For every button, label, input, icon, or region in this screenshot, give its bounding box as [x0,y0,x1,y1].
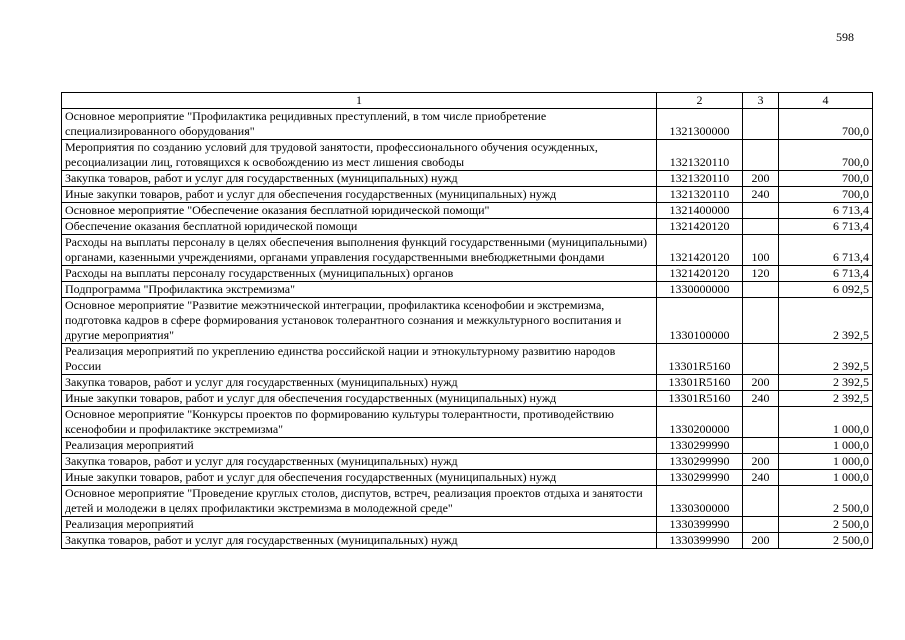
row-vr-cell: 200 [743,454,779,470]
row-vr-cell [743,407,779,438]
row-sum-cell: 2 392,5 [779,344,873,375]
row-sum-cell: 6 092,5 [779,282,873,298]
row-name-cell: Расходы на выплаты персоналу государственных (муниципальных) органов [62,266,657,282]
row-sum-cell: 700,0 [779,187,873,203]
row-name-cell: Основное мероприятие "Конкурсы проектов по формированию культуры толерантности, противодействию ксенофобии и профилактике экстремизма" [62,407,657,438]
table-row [62,266,873,282]
row-name-cell: Основное мероприятие "Проведение круглых столов, диспутов, встреч, реализация проектов отдыха и занятости детей и молодежи в целях профилактики экстремизма в молодежной среде" [62,486,657,517]
row-vr-cell: 240 [743,391,779,407]
row-vr-cell: 120 [743,266,779,282]
row-sum-cell: 700,0 [779,171,873,187]
row-sum-cell: 1 000,0 [779,470,873,486]
row-name-cell: Закупка товаров, работ и услуг для государственных (муниципальных) нужд [62,375,657,391]
row-sum-cell: 2 392,5 [779,375,873,391]
row-vr-cell [743,344,779,375]
table-row [62,391,873,407]
row-name-cell: Закупка товаров, работ и услуг для государственных (муниципальных) нужд [62,454,657,470]
row-vr-cell: 200 [743,375,779,391]
row-sum-cell: 1 000,0 [779,454,873,470]
row-code-cell: 1321420120 [657,219,743,235]
row-code-cell: 13301R5160 [657,344,743,375]
row-vr-cell: 240 [743,470,779,486]
table-row [62,140,873,171]
row-code-cell: 1330299990 [657,470,743,486]
row-code-cell: 13301R5160 [657,391,743,407]
row-vr-cell [743,219,779,235]
table-row [62,470,873,486]
table-row [62,109,873,140]
page-number: 598 [836,30,854,44]
row-code-cell: 13301R5160 [657,375,743,391]
row-code-cell: 1321420120 [657,266,743,282]
row-code-cell: 1330399990 [657,517,743,533]
row-vr-cell: 200 [743,533,779,549]
table-row [62,438,873,454]
table-row [62,282,873,298]
row-sum-cell: 6 713,4 [779,266,873,282]
row-name-cell: Иные закупки товаров, работ и услуг для обеспечения государственных (муниципальных) нужд [62,187,657,203]
row-vr-cell [743,298,779,344]
row-code-cell: 1330000000 [657,282,743,298]
row-name-cell: Закупка товаров, работ и услуг для государственных (муниципальных) нужд [62,533,657,549]
row-name-cell: Подпрограмма "Профилактика экстремизма" [62,282,657,298]
row-vr-cell: 100 [743,235,779,266]
row-code-cell: 1330200000 [657,407,743,438]
row-code-cell: 1330399990 [657,533,743,549]
row-sum-cell: 6 713,4 [779,235,873,266]
header-cell-name: 1 [62,93,657,109]
row-sum-cell: 2 500,0 [779,486,873,517]
row-code-cell: 1330299990 [657,454,743,470]
row-sum-cell: 2 500,0 [779,517,873,533]
row-vr-cell: 200 [743,171,779,187]
table-row [62,454,873,470]
row-sum-cell: 700,0 [779,109,873,140]
row-sum-cell: 1 000,0 [779,407,873,438]
table-row [62,171,873,187]
row-vr-cell [743,486,779,517]
table-row [62,533,873,549]
row-vr-cell: 240 [743,187,779,203]
row-name-cell: Основное мероприятие "Профилактика рецидивных преступлений, в том числе приобретение специализированного оборудования" [62,109,657,140]
row-code-cell: 1321320110 [657,140,743,171]
row-code-cell: 1321320110 [657,187,743,203]
row-code-cell: 1321420120 [657,235,743,266]
row-vr-cell [743,282,779,298]
row-code-cell: 1321400000 [657,203,743,219]
table-row [62,486,873,517]
table-row [62,298,873,344]
table-row [62,203,873,219]
row-name-cell: Реализация мероприятий по укреплению единства российской нации и этнокультурному развитию народов России [62,344,657,375]
row-vr-cell [743,517,779,533]
table-row [62,517,873,533]
row-name-cell: Основное мероприятие "Развитие межэтнической интеграции, профилактика ксенофобии и экстремизма, подготовка кадров в сфере формирования установок толерантного сознания и межкультурного воспитания и другие мероприятия" [62,298,657,344]
row-name-cell: Обеспечение оказания бесплатной юридической помощи [62,219,657,235]
row-name-cell: Реализация мероприятий [62,438,657,454]
row-name-cell: Мероприятия по созданию условий для трудовой занятости, профессионального обучения осужденных, ресоциализации лиц, готовящихся к освобождению из мест лишения свободы [62,140,657,171]
table-row [62,407,873,438]
row-code-cell: 1321320110 [657,171,743,187]
row-sum-cell: 6 713,4 [779,203,873,219]
row-name-cell: Закупка товаров, работ и услуг для государственных (муниципальных) нужд [62,171,657,187]
table-row [62,375,873,391]
row-vr-cell [743,140,779,171]
row-name-cell: Расходы на выплаты персоналу в целях обеспечения выполнения функций государственными (муниципальными) органами, казенными учреждениями, органами управления государственными внебюджетными фондами [62,235,657,266]
row-vr-cell [743,438,779,454]
budget-table [61,92,873,549]
row-code-cell: 1321300000 [657,109,743,140]
row-code-cell: 1330299990 [657,438,743,454]
row-name-cell: Основное мероприятие "Обеспечение оказания бесплатной юридической помощи" [62,203,657,219]
row-vr-cell [743,109,779,140]
table-header-row [62,93,873,109]
row-sum-cell: 2 392,5 [779,298,873,344]
table-row [62,219,873,235]
row-name-cell: Реализация мероприятий [62,517,657,533]
table-body [62,109,873,549]
row-name-cell: Иные закупки товаров, работ и услуг для обеспечения государственных (муниципальных) нужд [62,470,657,486]
row-sum-cell: 700,0 [779,140,873,171]
header-cell-code: 2 [657,93,743,109]
row-sum-cell: 2 392,5 [779,391,873,407]
row-sum-cell: 6 713,4 [779,219,873,235]
row-code-cell: 1330300000 [657,486,743,517]
row-vr-cell [743,203,779,219]
row-code-cell: 1330100000 [657,298,743,344]
row-name-cell: Иные закупки товаров, работ и услуг для обеспечения государственных (муниципальных) нужд [62,391,657,407]
header-cell-sum: 4 [779,93,873,109]
row-sum-cell: 2 500,0 [779,533,873,549]
row-sum-cell: 1 000,0 [779,438,873,454]
table-row [62,187,873,203]
header-cell-vr: 3 [743,93,779,109]
table-row [62,235,873,266]
table-row [62,344,873,375]
